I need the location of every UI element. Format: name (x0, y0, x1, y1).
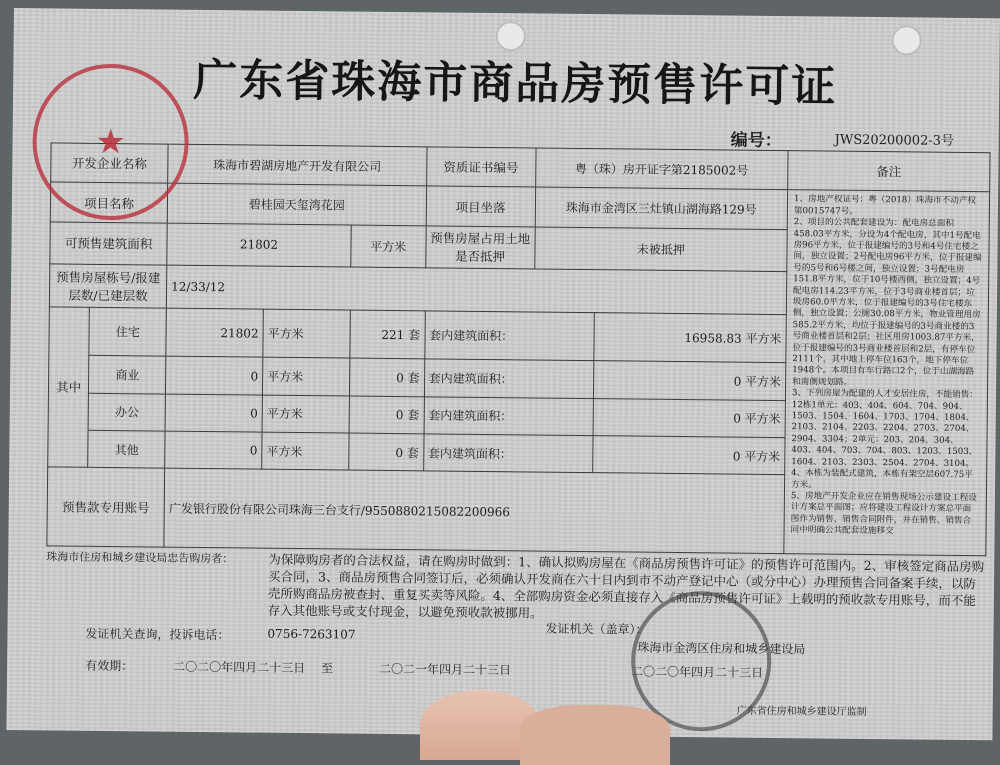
area-value: 21802 (167, 223, 351, 267)
developer-value: 珠海市碧湖房地产开发有限公司 (168, 144, 427, 186)
unit-sqm: 平方米 (263, 309, 350, 359)
mortgage-label: 预售房屋占用土地是否抵押 (425, 226, 534, 270)
validity-from: 二〇二〇年四月二十三日 (173, 659, 306, 676)
area-unit: 平方米 (351, 225, 426, 268)
unit-sqm: 平方米 (262, 432, 349, 470)
developer-label: 开发企业名称 (51, 143, 169, 184)
account-label: 预售款专用账号 (47, 467, 165, 547)
category-sets: 221 套 (350, 310, 425, 360)
category-name: 住宅 (89, 307, 166, 357)
category-area: 21802 (166, 308, 263, 358)
note-item: 2、项目的公共配套建设为：配电房总面积458.03平方米，分设为4个配电房，其中1号配电房96平方米，位于报建编号的3号和4号住宅楼之间，独立设置；2号配电房96平方米，位于报建编号的5号和6号楼之间，独立设置；3号配电房151.8平方米，位于10号楼西侧，独立设置；4号配电房114.23平方米，位于3号商业楼首层；垃圾房60.0平方米，位于报建编号的3号住宅楼东侧，独立设置；公厕30.08平方米，物业管理用房585.2平方米，均位于报建编号的3号商业楼的3号商业楼首层和2层；社区用房1003.87平方米，位于报建编号的3号商业楼首层和2层，有停车位2111个，其中地上停车位163个，地下停车位1948个。本项目有车行路口2个，位于山湖海路和南侧规划路。 (792, 217, 982, 388)
star-icon: ★ (95, 121, 127, 163)
notice-title: 珠海市住房和城乡建设局忠告购房者： (46, 550, 234, 566)
project-label: 项目名称 (50, 182, 168, 223)
inner-area-label: 套内建筑面积： (424, 397, 594, 436)
category-name: 商业 (89, 356, 166, 394)
inner-area-label: 套内建筑面积： (423, 434, 593, 473)
project-value: 碧桂园天玺湾花园 (167, 183, 426, 225)
category-inner-area: 0 平方米 (593, 436, 785, 475)
category-inner-area: 0 平方米 (593, 398, 785, 437)
location-label: 项目坐落 (426, 186, 535, 226)
note-item: 3、下列房屋为配建的人才安居住房，不能销售：12栋1单元：403、404、604、704、904、1503、1504、1604、1703、1704、1804、2103、2104、2203、2204、2703、2704、2904、3304；2单元：203、204、304、403、404、703、704、803、1203、1503、1604、2103、2303、2504、2704、3104。 (791, 388, 978, 469)
developer-seal (32, 63, 190, 221)
validity-to: 二〇二一年四月二十三日 (379, 661, 512, 678)
issuer-name: 珠海市金湾区住房和城乡建设局 (637, 640, 806, 657)
category-inner-area: 16958.83 平方米 (594, 312, 786, 363)
notes-label: 备注 (788, 151, 990, 192)
category-inner-area: 0 平方米 (594, 361, 786, 400)
issue-date: 二〇二〇年四月二十三日 (631, 664, 764, 680)
hand-photo (520, 705, 670, 765)
page-title: 广东省珠海市商品房预售许可证 (192, 54, 838, 113)
of-which-label: 其中 (48, 306, 90, 467)
building-value: 12/33/12 (166, 265, 786, 314)
category-sets: 0 套 (349, 433, 424, 471)
issuer-query-label: 发证机关查询，投诉电话： (85, 626, 230, 643)
issuer-query-phone: 0756-7263107 (267, 626, 356, 642)
cert-number-label: 编号： (730, 130, 782, 152)
qualification-value: 粤（珠）房开证字第2185002号 (535, 148, 788, 190)
supervisor-text: 广东省住房和城乡建设厅监制 (736, 705, 867, 718)
building-label: 预售房屋栋号/报建层数/已建层数 (49, 264, 167, 308)
note-item: 5、房地产开发企业应在销售现场公示建设工程设计方案总平面图；应将建设工程设计方案总平面图作为销售、销售合同附件，并在销售、销售合同中明确公共配套设施移交 (790, 491, 977, 537)
license-table (46, 142, 990, 556)
category-area: 0 (165, 394, 262, 432)
cert-number: JWS20200002-3号 (834, 132, 955, 149)
mortgage-value: 未被抵押 (534, 227, 787, 272)
inner-area-label: 套内建筑面积： (424, 310, 594, 361)
category-area: 0 (166, 357, 263, 395)
category-sets: 0 套 (349, 396, 424, 434)
category-sets: 0 套 (349, 358, 424, 396)
note-item: 1、房地产权证号：粤（2018）珠海市不动产权第0015747号。 (793, 194, 977, 217)
qualification-label: 资质证书编号 (426, 147, 535, 187)
notice-text: 为保障购房者的合法权益，请在购房时做到：1、确认拟购房屋在《商品房预售许可证》的预售许可范围内。2、审核签定商品房购买合同，3、商品房预售合同签订后，必须确认开发商在六十日内到市不动产登记中心（或分中心）办理预售合同备案手续，以防売所购商品房被查封、重复买卖等风险。4、全部购房资金必须直接存入《商品房预售许可证》上载明的预收款专用账号，而不能存入其他账号或支付现金，以避免预收款被挪用。 (267, 551, 985, 621)
inner-area-label: 套内建筑面积： (424, 359, 594, 398)
certificate-sheet (6, 8, 1000, 740)
area-label: 可预售建筑面积 (50, 222, 168, 266)
location-value: 珠海市金湾区三灶镇山湖海路129号 (535, 187, 788, 229)
category-name: 办公 (88, 393, 165, 431)
category-name: 其他 (88, 430, 165, 468)
punch-hole (892, 25, 922, 55)
unit-sqm: 平方米 (262, 395, 349, 433)
notes-box (784, 190, 990, 556)
validity-label: 有效期： (85, 658, 134, 674)
validity-to-label: 至 (321, 661, 334, 676)
issuer-label: 发证机关（盖章）： (545, 621, 648, 637)
account-value: 广发银行股份有限公司珠海三台支行/9550880215082200966 (164, 468, 785, 553)
unit-sqm: 平方米 (262, 358, 349, 396)
category-area: 0 (165, 431, 262, 469)
note-item: 4、本栋为装配式建筑，本栋有架空层607.75平方米。 (790, 468, 973, 490)
